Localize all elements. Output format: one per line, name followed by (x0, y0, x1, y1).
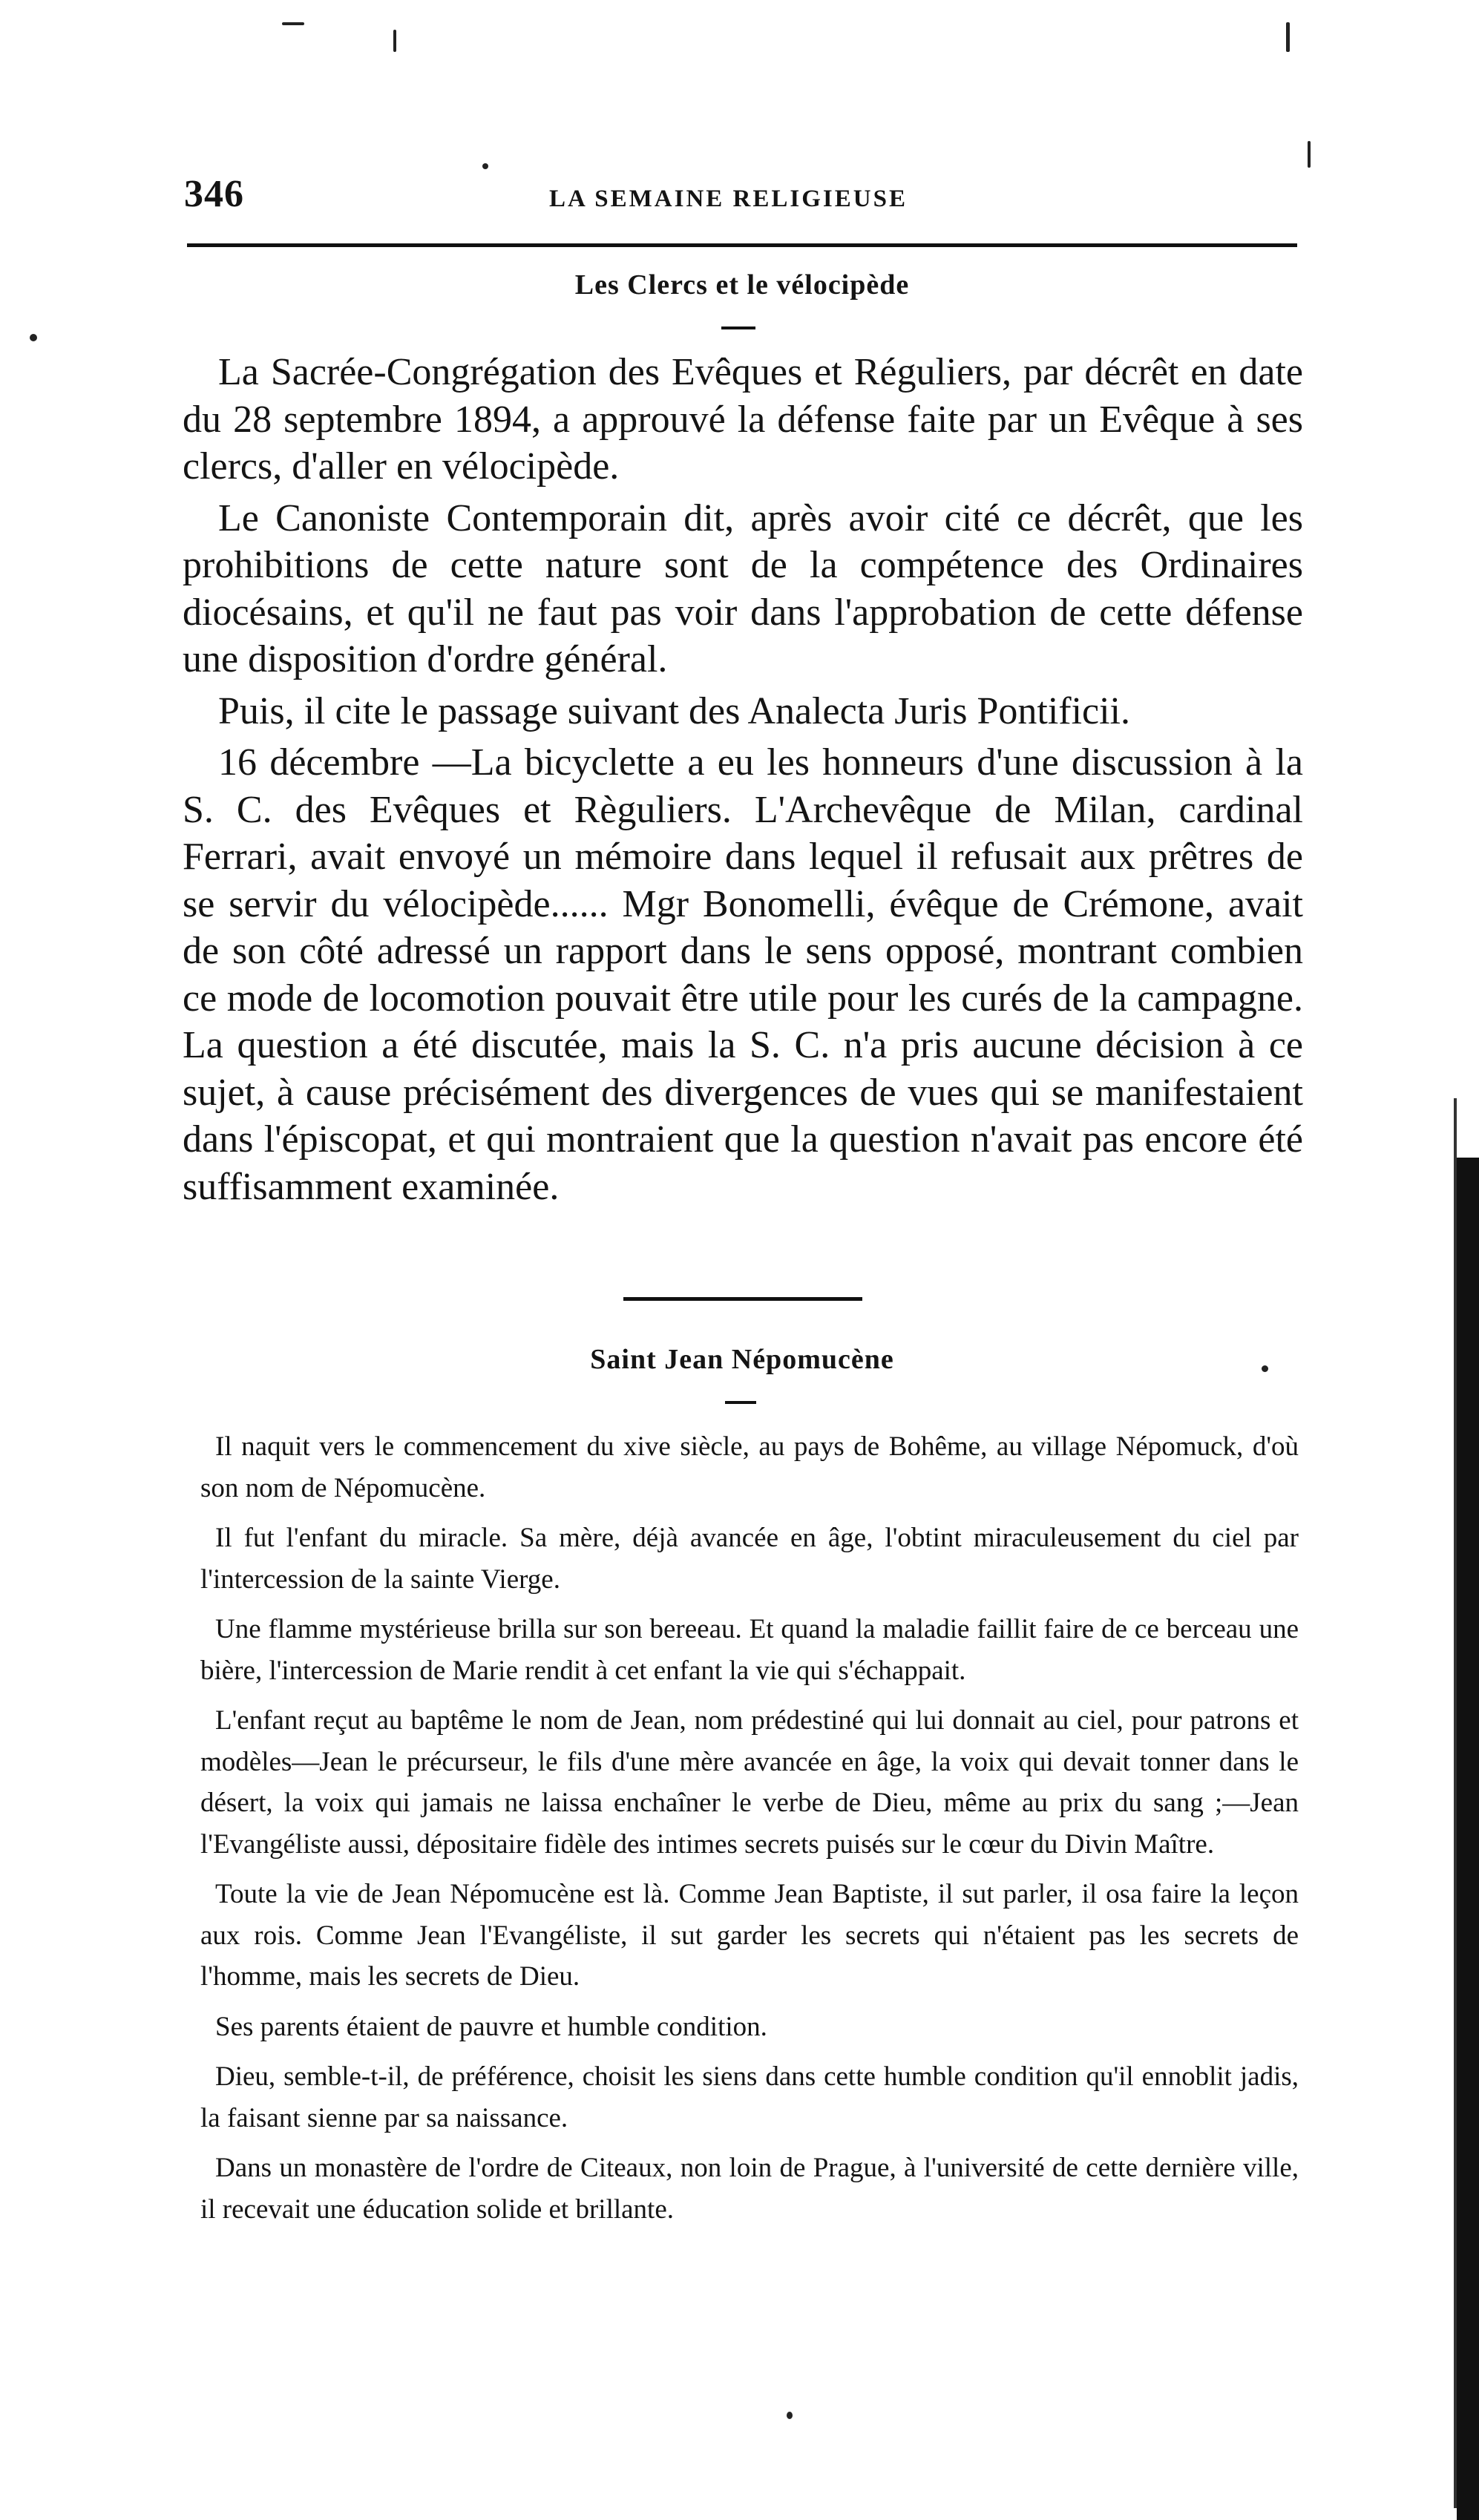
article-body (200, 1426, 1299, 2239)
section-separator (623, 1297, 862, 1301)
scan-speck (1308, 141, 1311, 168)
scan-speck (393, 30, 396, 52)
paragraph: La Sacrée-Congrégation des Evêques et Réguliers, par décrêt en date du 28 septembre 1894, a approuvé la défense faite par un Evêque à ses clercs, d'aller en vélocipède. (183, 351, 1303, 488)
section-title: Saint Jean Népomucène (590, 1344, 894, 1375)
title-dash (721, 327, 755, 329)
section-title: Les Clercs et le vélocipède (574, 269, 910, 301)
title-dash (725, 1401, 756, 1404)
scan-speck (30, 334, 37, 341)
scan-edge-bar (1457, 1158, 1479, 2520)
page-number: 346 (184, 173, 244, 215)
paragraph: Toute la vie de Jean Népomucène est là. Comme Jean Baptiste, il sut parler, il osa faire la leçon aux rois. Comme Jean l'Evangéliste, il sut garder les secrets qui n'étaient pas les secrets de l'homme, mais les secrets de Dieu. (200, 1879, 1299, 1992)
paragraph: Dans un monastère de l'ordre de Citeaux, non loin de Prague, à l'université de cette dernière ville, il recevait une éducation solide et brillante. (200, 2153, 1299, 2225)
paragraph: 16 décembre —La bicyclette a eu les honneurs d'une discussion à la S. C. des Evêques et Règuliers. L'Archevêque de Milan, cardinal Ferrari, avait envoyé un mémoire dans lequel il refusait aux prêtres de se servir du vélocipède...... Mgr Bonomelli, évêque de Crémone, avait de son côté adressé un rapport dans le sens opposé, montrant combien ce mode de locomotion pouvait être utile pour les curés de la campagne. La question a été discutée, mais la S. C. n'a pris aucune décision à ce sujet, à cause précisément des divergences de vues qui se manifestaient dans l'épiscopat, et qui montraient que la question n'avait pas encore été suffisamment examinée. (183, 741, 1303, 1208)
paragraph: Une flamme mystérieuse brilla sur son bereeau. Et quand la maladie faillit faire de ce berceau une bière, l'intercession de Marie rendit à cet enfant la vie qui s'échappait. (200, 1614, 1299, 1686)
paragraph: L'enfant reçut au baptême le nom de Jean, nom prédestiné qui lui donnait au ciel, pour patrons et modèles—Jean le précurseur, le fils d'une mère avancée en âge, la voix qui devait tonner dans le désert, la voix qui jamais ne laissa enchaîner le verbe de Dieu, même au prix du sang ;—Jean l'Evangéliste aussi, dépositaire fidèle des intimes secrets puisés sur le cœur du Divin Maître. (200, 1705, 1299, 1860)
paragraph: Il naquit vers le commencement du xive siècle, au pays de Bohême, au village Népomuck, d'où son nom de Népomucène. (200, 1431, 1299, 1503)
scan-speck (282, 22, 304, 25)
scan-speck (1286, 22, 1290, 52)
paragraph: Il fut l'enfant du miracle. Sa mère, déjà avancée en âge, l'obtint miraculeusement du ciel par l'intercession de la sainte Vierge. (200, 1523, 1299, 1595)
running-head (184, 172, 1297, 224)
paragraph: Dieu, semble-t-il, de préférence, choisit les siens dans cette humble condition qu'il ennoblit jadis, la faisant sienne par sa naissance. (200, 2061, 1299, 2133)
paragraph: Ses parents étaient de pauvre et humble condition. (215, 2011, 767, 2042)
scan-speck (1262, 1365, 1268, 1372)
journal-title: LA SEMAINE RELIGIEUSE (549, 186, 908, 212)
scan-speck (482, 163, 488, 169)
header-rule (187, 243, 1297, 247)
paragraph: Puis, il cite le passage suivant des Analecta Juris Pontificii. (218, 689, 1131, 732)
article-body (183, 349, 1303, 1210)
paragraph: Le Canoniste Contemporain dit, après avoir cité ce décrêt, que les prohibitions de cette nature sont de la compétence des Ordinaires diocésains, et qu'il ne faut pas voir dans l'approbation de cette défense une disposition d'ordre général. (183, 496, 1303, 680)
scan-speck (787, 2412, 793, 2419)
